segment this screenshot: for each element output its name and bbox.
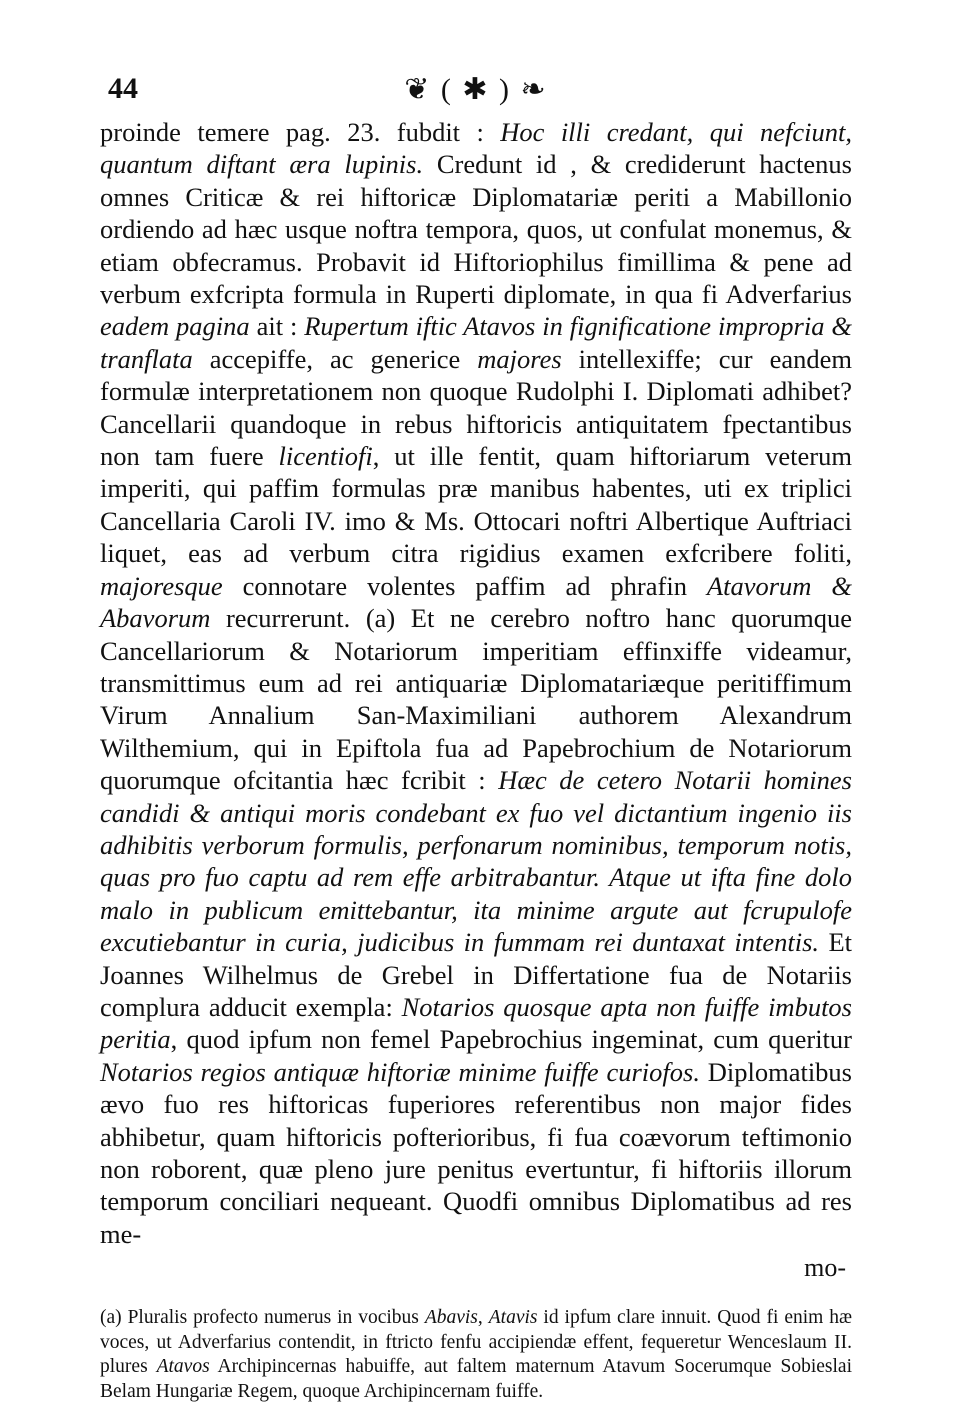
text-segment: ait :: [249, 311, 305, 342]
text-segment: , quod ipfum non femel Papebrochius ingeminat, cum queritur: [170, 1024, 852, 1055]
footnote-italic: Atavos: [156, 1356, 210, 1378]
running-head-ornament: ❦ ( ✱ ) ❧: [404, 73, 548, 106]
italic-quote: Notarios quosque apta non fuiffe imbutos peritia: [100, 991, 852, 1055]
page-number: 44: [108, 72, 138, 105]
catchword: mo-: [804, 1253, 846, 1283]
italic-quote: Hæc de cetero Notarii homines candidi & antiqui moris condebant ex fuo vel dictantium ingenio iis adhibitis verborum formulis, perfonarum nominibus, temporum notis, quas pro fuo captu ad rem effe arbitrabantur. Atque ut ifta fine dolo malo in publicum emittebantur, ita minime argute aut fcrupulofe excutiebantur in curia, judicibus in fummam rei duntaxat intentis.: [100, 765, 852, 958]
footnote-segment: Archipincernas habuiffe, aut faltem maternum Atavum Socerumque Sobieslai Belam Hungariæ Regem, quoque Archipincernam fuiffe.: [100, 1356, 853, 1402]
main-text: [100, 116, 852, 1250]
text-segment: connotare volentes paffim ad phrafin: [222, 570, 707, 601]
footnote-italic: Abavis: [424, 1307, 478, 1329]
text-segment: proinde temere pag. 23. fubdit :: [100, 117, 501, 147]
footnote-segment: id ipfum clare innuit. Quod fi enim hæ voces, ut Adverfarius contendit, in ftricto fenfu accipiendæ effent, fequeretur Wenceslaum II. plures: [100, 1307, 853, 1378]
footnote-segment: (a) Pluralis profecto numerus in vocibus: [100, 1307, 425, 1329]
text-segment: Diplomatibus ævo fuo res hiftoricas fuperiores referentibus non major fides abhibetur, quam hiftoricis pofterioribus, fi fua coævorum teftimonio non roborent, quæ pleno jure penitus evertuntur, fi hiftoriis illorum temporum conciliari nequeant. Quodfi omnibus Diplomatibus ad res me-: [100, 1056, 852, 1249]
italic-word: majores: [477, 343, 562, 374]
text-segment: accepiffe, ac generice: [192, 343, 478, 374]
italic-phrase: eadem pagina: [100, 311, 250, 342]
italic-quote: Notarios regios antiquæ hiftoriæ minime fuiffe curiofos.: [100, 1056, 700, 1087]
footnote-italic: Atavis: [488, 1307, 538, 1329]
page-header: [100, 72, 852, 112]
text-segment: Credunt id , & crediderunt hactenus omnes Criticæ & rei hiftoricæ Diplomatariæ periti a Mabillonio ordiendo ad hæc usque noftra tempora, quos, ut confulat monemus, & etiam obfecramus. Probavit id Hiftoriophilus fimillima & pene ad verbum exfcripta formula in Ruperti diplomate, in qua fi Adverfarius: [100, 149, 852, 310]
footnote: [100, 1306, 852, 1404]
italic-word: majoresque: [100, 570, 223, 601]
book-page: [100, 72, 853, 1402]
footnote-segment: ,: [477, 1307, 489, 1329]
text-segment: Et Joannes Wilhelmus de Grebel in Differtatione fua de Notariis complura adducit exempla:: [100, 927, 852, 1022]
text-segment: , ut ille fentit, quam hiftoriarum veterum imperiti, qui paffim formulas præ manibus habentes, uti ex triplici Cancellaria Caroli IV. imo & Ms. Ottocari noftri Albertique Auftriaci liquet, eas ad verbum citra rigidius examen exfcribere foliti,: [100, 441, 852, 569]
italic-quote: Rupertum iftic Atavos in fignificatione impropria & tranflata: [100, 311, 852, 374]
text-segment: recurrerunt. (a) Et ne cerebro noftro hanc quorumque Cancellariorum & Notariorum imperitiam effinxiffe videamur, transmittimus eum ad rei antiquariæ Diplomatariæque peritiffimum Virum Annalium San-Maximiliani authorem Alexandrum Wilthemium, qui in Epiftola fua ad Papebrochium de Notariorum quorumque ofcitantia hæc fcribit :: [100, 603, 852, 796]
italic-phrase: Atavorum & Abavorum: [100, 570, 853, 634]
italic-quote: Hoc illi credant, qui nefciunt, quantum diftant æra lupinis.: [100, 117, 852, 180]
text-segment: intellexiffe; cur eandem formulæ interpretationem non quoque Rudolphi I. Diplomati adhibet? Cancellarii quandoque in rebus hiftoricis antiquitatem fpectantibus non tam fuere: [100, 343, 852, 472]
italic-word: licentiofi: [278, 441, 373, 472]
